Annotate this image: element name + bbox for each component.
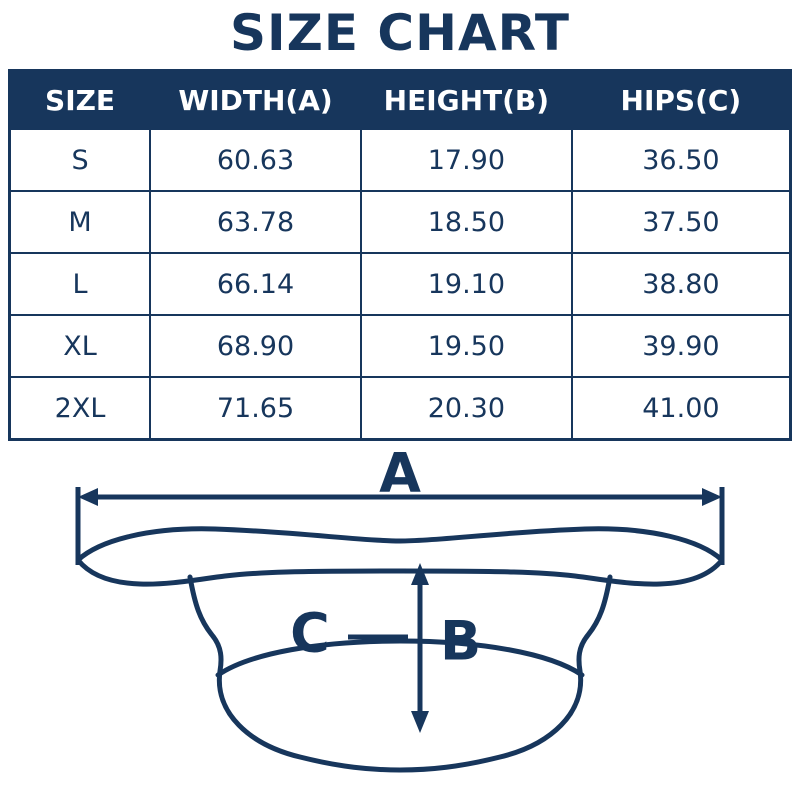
b-arrow-head-bottom bbox=[411, 711, 429, 733]
size-table bbox=[8, 69, 792, 441]
cell-size: 2XL bbox=[10, 377, 151, 440]
table-row bbox=[10, 253, 791, 315]
table-row bbox=[10, 191, 791, 253]
column-header-hips: HIPS(C) bbox=[572, 71, 791, 130]
cell-width: 71.65 bbox=[150, 377, 361, 440]
cell-height: 19.50 bbox=[361, 315, 572, 377]
column-header-width: WIDTH(A) bbox=[150, 71, 361, 130]
cell-width: 66.14 bbox=[150, 253, 361, 315]
page-title: SIZE CHART bbox=[229, 4, 571, 62]
garment-waistband-path bbox=[78, 529, 722, 584]
b-arrow-head-top bbox=[411, 563, 429, 585]
cell-hips: 38.80 bbox=[572, 253, 791, 315]
cell-width: 68.90 bbox=[150, 315, 361, 377]
size-table-container bbox=[0, 69, 800, 441]
garment-measurement-diagram bbox=[0, 445, 800, 785]
column-header-size: SIZE bbox=[10, 71, 151, 130]
cell-hips: 39.90 bbox=[572, 315, 791, 377]
a-arrow-head-left bbox=[78, 488, 98, 506]
label-a: A bbox=[379, 445, 421, 505]
cell-width: 63.78 bbox=[150, 191, 361, 253]
table-header-row bbox=[10, 71, 791, 130]
cell-height: 20.30 bbox=[361, 377, 572, 440]
cell-hips: 36.50 bbox=[572, 129, 791, 191]
garment-hip-line bbox=[218, 641, 582, 675]
column-header-height: HEIGHT(B) bbox=[361, 71, 572, 130]
table-row bbox=[10, 315, 791, 377]
cell-size: XL bbox=[10, 315, 151, 377]
cell-hips: 37.50 bbox=[572, 191, 791, 253]
label-b: B bbox=[440, 609, 482, 673]
cell-width: 60.63 bbox=[150, 129, 361, 191]
table-row bbox=[10, 377, 791, 440]
table-body bbox=[10, 129, 791, 440]
cell-height: 18.50 bbox=[361, 191, 572, 253]
label-c: C bbox=[290, 601, 330, 665]
table-row bbox=[10, 129, 791, 191]
a-arrow-head-right bbox=[702, 488, 722, 506]
cell-height: 19.10 bbox=[361, 253, 572, 315]
cell-size: S bbox=[10, 129, 151, 191]
cell-size: M bbox=[10, 191, 151, 253]
cell-size: L bbox=[10, 253, 151, 315]
table-header bbox=[10, 71, 791, 130]
cell-height: 17.90 bbox=[361, 129, 572, 191]
garment-body-path bbox=[190, 577, 610, 770]
cell-hips: 41.00 bbox=[572, 377, 791, 440]
